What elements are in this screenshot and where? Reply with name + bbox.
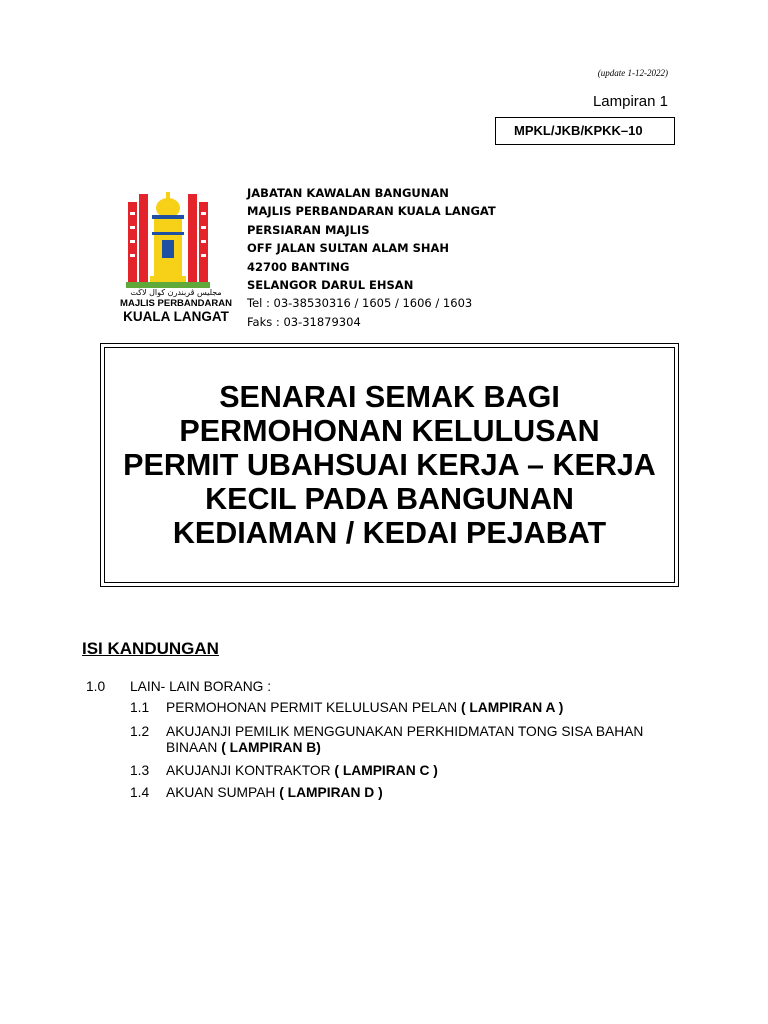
- item-text: AKUJANJI PEMILIK MENGGUNAKAN PERKHIDMATAN TONG SISA BAHAN: [166, 724, 644, 739]
- update-note: (update 1-12-2022): [597, 68, 668, 78]
- logo-pillar-right-inner: [188, 194, 197, 282]
- address-postcode-city: 42700 BANTING: [247, 259, 350, 274]
- address-council: MAJLIS PERBANDARAN KUALA LANGAT: [247, 204, 496, 219]
- item-text: AKUJANJI KONTRAKTOR: [166, 763, 331, 778]
- item-number: 1.2: [130, 724, 150, 739]
- title-line-4: KECIL PADA BANGUNAN: [205, 482, 574, 516]
- reference-code: MPKL/JKB/KPKK–10: [514, 123, 643, 138]
- title-line-2: PERMOHONAN KELULUSAN: [179, 414, 600, 448]
- item-ref: ( LAMPIRAN B): [221, 740, 321, 755]
- address-building: PERSIARAN MAJLIS: [247, 222, 370, 237]
- item-number: 1.3: [130, 763, 150, 778]
- council-logo: [120, 188, 232, 328]
- item-ref: ( LAMPIRAN C ): [334, 763, 438, 778]
- section-number: 1.0: [86, 679, 106, 694]
- item-number: 1.4: [130, 785, 150, 800]
- logo-pillar-left-inner: [139, 194, 148, 282]
- address-fax: Faks : 03-31879304: [247, 314, 361, 329]
- address-block: [247, 184, 496, 331]
- reference-code-box: [495, 117, 675, 145]
- contents-heading: ISI KANDUNGAN: [82, 639, 219, 658]
- address-tel: Tel : 03-38530316 / 1605 / 1606 / 1603: [247, 296, 473, 311]
- item-ref: ( LAMPIRAN A ): [460, 700, 564, 715]
- address-department: JABATAN KAWALAN BANGUNAN: [247, 186, 449, 200]
- section-label: LAIN- LAIN BORANG :: [130, 679, 272, 694]
- logo-line1: MAJLIS PERBANDARAN: [120, 298, 232, 309]
- item-text: AKUAN SUMPAH: [166, 785, 276, 800]
- title-box: [100, 343, 679, 587]
- lampiran-label: Lampiran 1: [592, 93, 668, 110]
- item-number: 1.1: [130, 700, 150, 715]
- logo-line2: KUALA LANGAT: [123, 309, 229, 324]
- title-line-3: PERMIT UBAHSUAI KERJA – KERJA: [123, 448, 656, 482]
- address-street: OFF JALAN SULTAN ALAM SHAH: [247, 241, 450, 256]
- item-text-continued: BINAAN: [166, 740, 218, 755]
- item-text: PERMOHONAN PERMIT KELULUSAN PELAN: [166, 700, 458, 715]
- address-state: SELANGOR DARUL EHSAN: [247, 278, 414, 293]
- item-ref: ( LAMPIRAN D ): [279, 785, 383, 800]
- title-line-5: KEDIAMAN / KEDAI PEJABAT: [172, 516, 607, 550]
- title-box-inner: [104, 347, 675, 583]
- title-line-1: SENARAI SEMAK BAGI: [219, 380, 560, 414]
- logo-arabic-text: مجليس ڤربندرن کوال لاڬت: [130, 288, 222, 297]
